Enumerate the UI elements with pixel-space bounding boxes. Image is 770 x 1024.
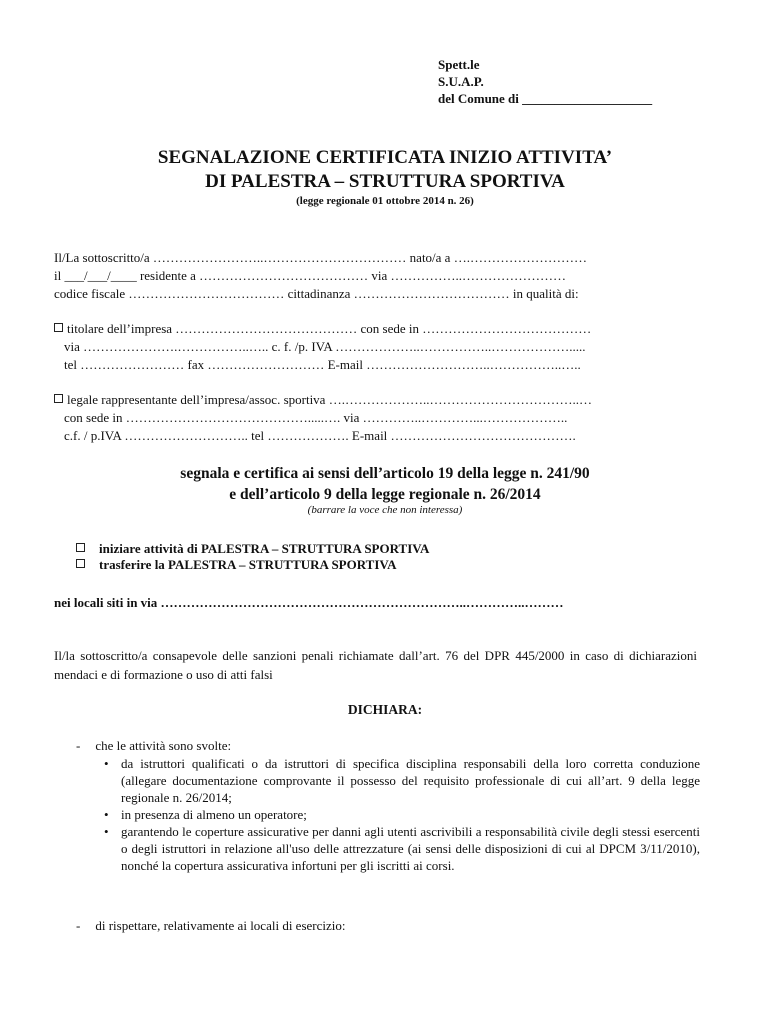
- list-item: [104, 823, 700, 874]
- list-item: [104, 755, 700, 806]
- law-reference: (legge regionale 01 ottobre 2014 n. 26): [296, 195, 474, 207]
- legal-rep-line-2: con sede in …………………………………….....…. via …………..…………...………………..: [64, 410, 568, 425]
- applicant-line-1: Il/La sottoscritto/a ……………………..…………………………… nato/a a ….………………………: [54, 250, 587, 265]
- activities-intro-text: che le attività sono svolte:: [95, 738, 232, 753]
- bullet-icon: •: [104, 756, 109, 771]
- legal-rep-checkbox[interactable]: [54, 394, 63, 403]
- bullet-icon: •: [104, 807, 109, 822]
- document-title-line-2: DI PALESTRA – STRUTTURA SPORTIVA: [205, 171, 565, 192]
- premises-rule-dash: -: [76, 918, 81, 933]
- premises-rule-text: di rispettare, relativamente ai locali di esercizio:: [95, 918, 346, 933]
- addressee-block: [438, 56, 652, 107]
- applicant-line-2: il ___/___/____ residente a ………………………………… via ……………..……………………: [54, 268, 567, 283]
- legal-rep-line-1: [54, 392, 592, 408]
- owner-line-2: via ………………….……………..….. c. f. /p. IVA ………………..……………..……………….....: [64, 339, 586, 354]
- legal-rep-line-1-text: legale rappresentante dell’impresa/assoc. sportiva ….………………..……………………………..…: [67, 392, 592, 407]
- owner-line-3: tel …………………… fax ……………………… E-mail ………………………..……………..…..: [64, 357, 581, 372]
- declaration-heading-1: segnala e certifica ai sensi dell’articolo 19 della legge n. 241/90: [180, 465, 590, 482]
- dichiara-heading: DICHIARA:: [347, 702, 423, 717]
- applicant-line-3: codice fiscale ……………………………… cittadinanza ……………………………… in qualità di:: [54, 286, 579, 301]
- list-item: [104, 806, 700, 823]
- legal-rep-line-3: c.f. / p.IVA ……………………….. tel ………………. E-mail …………………………………….: [64, 428, 576, 443]
- activities-intro: [76, 738, 231, 754]
- owner-line-1: [54, 321, 591, 337]
- declaration-heading-2: e dell’articolo 9 della legge regionale n. 26/2014: [229, 486, 541, 503]
- awareness-paragraph: Il/la sottoscritto/a consapevole delle sanzioni penali richiamate dall’art. 76 del DPR 445/2000 in caso di dichiarazioni mendaci e di formazione o uso di atti falsi: [54, 648, 697, 682]
- option-transfer-checkbox[interactable]: [76, 559, 85, 568]
- strike-note: (barrare la voce che non interessa): [307, 504, 463, 516]
- premises-line: nei locali siti in via ……………………………………………………………..…………..………: [54, 595, 564, 610]
- addressee-line-1: Spett.le: [438, 57, 480, 72]
- bullet-text: in presenza di almeno un operatore;: [121, 807, 307, 822]
- bullet-icon: •: [104, 824, 109, 839]
- bullet-text: garantendo le coperture assicurative per danni agli utenti ascrivibili a responsabilità civile degli stessi esercenti o degli istruttori in relazione all'uso delle attrezzature (ai sensi delle disposizioni di cui al DPCM 3/11/2010), nonché la copertura assicurativa infortuni per gli iscritti ai corsi.: [121, 824, 700, 873]
- activities-dash: -: [76, 738, 81, 753]
- activities-list: [104, 755, 700, 874]
- option-transfer: [76, 557, 396, 573]
- option-start-checkbox[interactable]: [76, 543, 85, 552]
- option-start-activity: [76, 541, 429, 557]
- option-transfer-label: trasferire la PALESTRA – STRUTTURA SPORTIVA: [99, 557, 397, 572]
- document-title-line-1: SEGNALAZIONE CERTIFICATA INIZIO ATTIVITA’: [157, 147, 613, 168]
- owner-line-1-text: titolare dell’impresa …………………………………… con sede in …………………………………: [67, 321, 592, 336]
- addressee-line-2: S.U.A.P.: [438, 74, 484, 89]
- option-start-label: iniziare attività di PALESTRA – STRUTTURA SPORTIVA: [99, 541, 430, 556]
- bullet-text: da istruttori qualificati o da istruttori di specifica disciplina responsabili della loro corretta conduzione (allegare documentazione comprovante il possesso del requisito professionale di cui all’art. 9 della legge regionale n. 26/2014;: [121, 756, 700, 805]
- addressee-line-3: del Comune di ____________________: [438, 91, 653, 106]
- premises-rule: [76, 918, 345, 934]
- owner-checkbox[interactable]: [54, 323, 63, 332]
